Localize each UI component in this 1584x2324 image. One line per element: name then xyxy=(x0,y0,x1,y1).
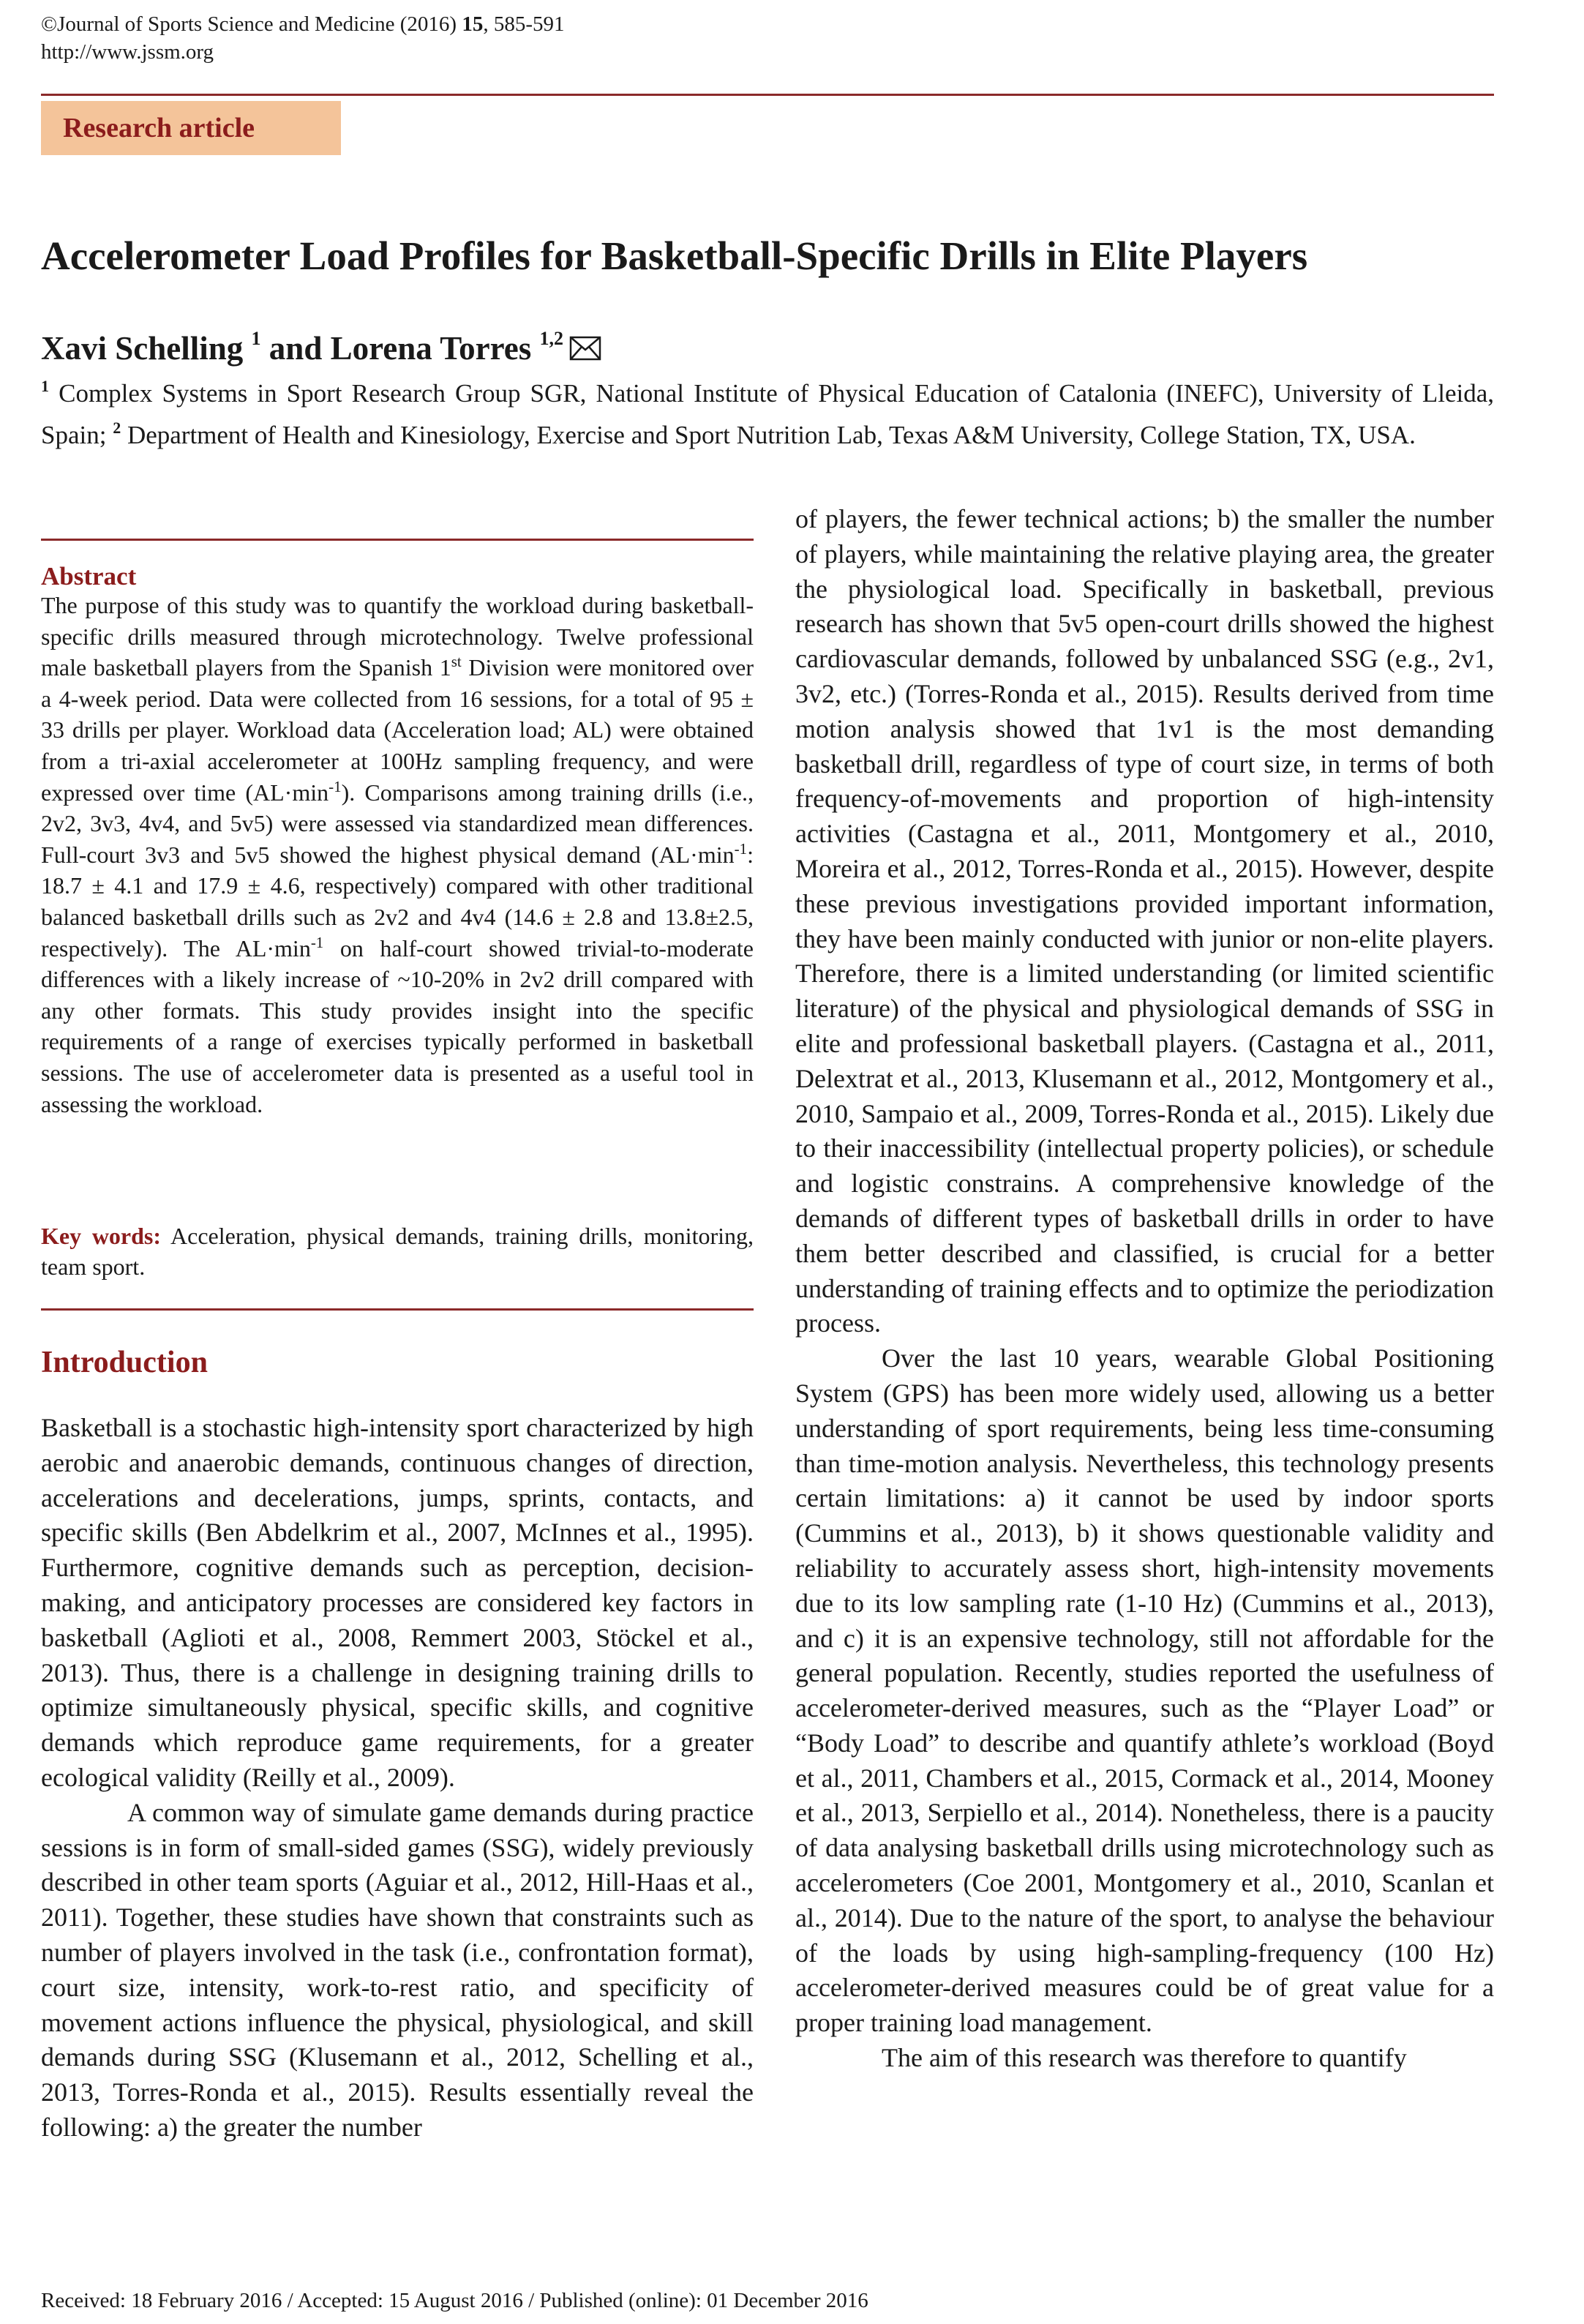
left-column xyxy=(41,1411,754,2145)
affiliations: $^1$ Complex Systems in Sport Research Group SGR, National Institute of Physical Education of Catalonia (INEFC), University of Lleida, Spain; $^2$ Department of Health and Kinesiology, Exercise and Sport Nutrition Lab, Texas A&M University, College Station, TX, USA. xyxy=(41,377,1494,449)
received-dates: Received: 18 February 2016 / Accepted: 15 August 2016 / Published (online): 01 December 2016 xyxy=(41,2289,868,2312)
paper-title: Accelerometer Load Profiles for Basketball-Specific Drills in Elite Players xyxy=(41,233,1308,278)
affiliation-mark: 1 xyxy=(251,328,261,349)
paragraph: The aim of this research was therefore to quantify xyxy=(882,2043,1407,2073)
abstract-bottom-rule xyxy=(41,1308,754,1311)
paragraph: Basketball is a stochastic high-intensity sport characterized by high aerobic and anaerobic demands, continuous changes of direction, accelerations and decelerations, jumps, sprints, contacts, and specific skills (Ben Abdelkrim et al., 2007, McInnes et al., 1995). Furthermore, cognitive demands such as perception, decision-making, and anticipatory processes are considered key factors in basketball (Aglioti et al., 2008, Remmert 2003, Stöckel et al., 2013). Thus, there is a challenge in designing training drills to optimize simultaneously physical, specific skills, and cognitive demands which reproduce game requirements, for a greater ecological validity (Reilly et al., 2009). xyxy=(41,1413,754,1792)
journal-volume: 15 xyxy=(462,12,484,36)
paragraph: of players, the fewer technical actions; b) the smaller the number of players, while maintaining the relative playing area, the greater the physiological load. Specifically in basketball, previous research has shown that 5v5 open-court drills showed the highest cardiovascular demands, followed by unbalanced SSG (e.g., 2v1, 3v2, etc.) (Torres-Ronda et al., 2015). Results derived from time motion analysis showed that 1v1 is the most demanding basketball drill, regardless of type of court size, in terms of both frequency-of-movements and proportion of high-intensity activities (Castagna et al., 2011, Montgomery et al., 2010, Moreira et al., 2012, Torres-Ronda et al., 2015). However, despite these previous investigations provided important information, they have been mainly conducted with junior or non-elite players. Therefore, there is a limited understanding (or limited scientific literature) of the physical and physiological demands of SSG in elite and professional basketball players. (Castagna et al., 2011, Delextrat et al., 2013, Klusemann et al., 2012, Montgomery et al., 2010, Sampaio et al., 2009, Torres-Ronda et al., 2015). Likely due to their inaccessibility (intellectual property policies), or schedule and logistic constrains. A comprehensive knowledge of the demands of different types of basketball drills in order to have them better described and classified, is crucial for a better understanding of training effects and to optimize the periodization process. xyxy=(795,504,1494,1338)
journal-url[interactable]: http://www.jssm.org xyxy=(41,40,214,64)
affiliation-mark: 1,2 xyxy=(539,328,563,349)
article-type-badge: Research article xyxy=(41,101,341,155)
paragraph: A common way of simulate game demands during practice sessions is in form of small-sided games (SSG), widely previously described in other team sports (Aguiar et al., 2012, Hill-Haas et al., 2011). Together, these studies have shown that constraints such as number of players involved in the task (i.e., confrontation format), court size, intensity, work-to-rest ratio, and specificity of movement actions influence the physical, physiological, and skill demands during SSG (Klusemann et al., 2012, Schelling et al., 2013, Torres-Ronda et al., 2015). Results essentially reveal the following: a) the greater the number xyxy=(41,1797,754,2142)
author-name: Xavi Schelling xyxy=(41,330,252,367)
abstract-text: The purpose of this study was to quantify the workload during basketball-specific drills measured through microtechnology. Twelve professional male basketball players from the Spanish 1st Division were monitored over a 4-week period. Data were collected from 16 sessions, for a total of 95 ± 33 drills per player. Workload data (Acceleration load; AL) were obtained from a tri-axial accelerometer at 100Hz sampling frequency, and were expressed over time $(AL\cdot\min^{-1})$. Comparisons among training drills (i.e., 2v2, 3v3, 4v4, and 5v5) were assessed via standardized mean differences. Full-court 3v3 and 5v5 showed the highest physical demand ($AL\cdot\min^{-1}$: 18.7 ± 4.1 and 17.9 ± 4.6, respectively) compared with other traditional balanced basketball drills such as 2v2 and 4v4 (14.6 ± 2.8 and 13.8±2.5, respectively). The $AL\cdot\min^{-1}$ on half-court showed trivial-to-moderate differences with a likely increase of ~10-20% in 2v2 drill compared with any other formats. This study provides insight into the specific requirements of a range of exercises typically performed in basketball sessions. The use of accelerometer data is presented as a useful tool in assessing the workload. xyxy=(41,592,754,1117)
paragraph: Over the last 10 years, wearable Global Positioning System (GPS) has been more widely used, allowing us a better understanding of sport requirements, being less time-consuming than time-motion analysis. Nevertheless, this technology presents certain limitations: a) it cannot be used by indoor sports (Cummins et al., 2013), b) it shows questionable validity and reliability to accurately assess short, high-intensity movements due to its low sampling rate (1-10 Hz) (Cummins et al., 2013), and c) it is an expensive technology, still not affordable for the general population. Recently, studies reported the usefulness of accelerometer-derived measures, such as the “Player Load” or “Body Load” to describe and quantify athlete’s workload (Boyd et al., 2011, Chambers et al., 2015, Cormack et al., 2014, Mooney et al., 2013, Serpiello et al., 2014). Nonetheless, there is a paucity of data analysing basketball drills using microtechnology such as accelerometers (Coe 2001, Montgomery et al., 2010, Scanlan et al., 2014). Due to the nature of the sport, to analyse the behaviour of the loads by using high-sampling-frequency (100 Hz) accelerometer-derived measures could be of great value for a proper training load management. xyxy=(795,1343,1494,2038)
abstract-heading: Abstract xyxy=(41,562,137,591)
right-column xyxy=(795,502,1494,2076)
author-line xyxy=(41,328,601,367)
header-rule xyxy=(41,94,1494,96)
introduction-heading: Introduction xyxy=(41,1346,208,1379)
keywords: Key words: Acceleration, physical demands, training drills, monitoring, team sport. xyxy=(41,1223,754,1280)
journal-header xyxy=(41,10,565,66)
abstract-top-rule xyxy=(41,539,754,541)
keywords-label: Key words: xyxy=(41,1223,162,1249)
journal-citation: ©Journal of Sports Science and Medicine (2016) 15, 585-591 xyxy=(41,12,565,36)
envelope-icon[interactable] xyxy=(569,336,601,361)
author-name: and Lorena Torres xyxy=(260,330,540,367)
